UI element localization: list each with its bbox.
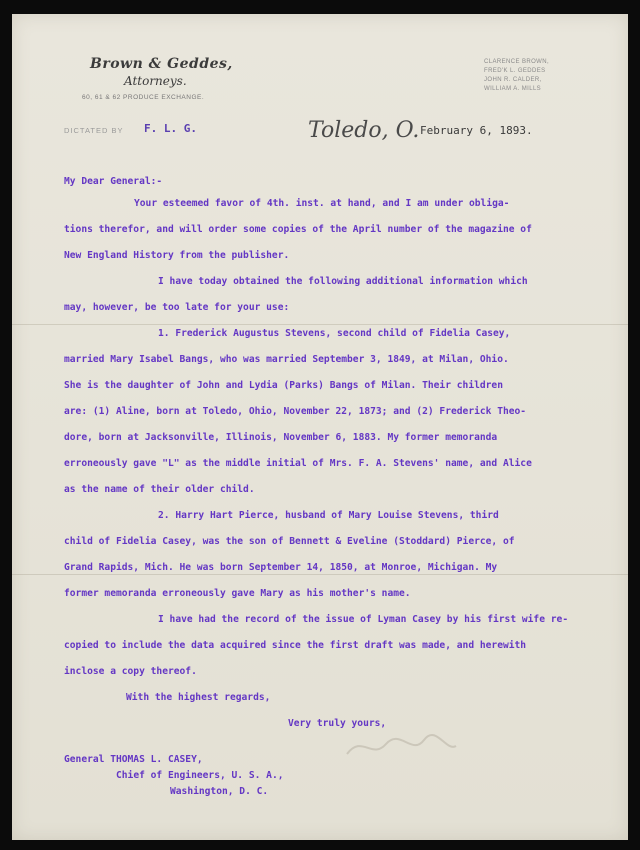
body-line: former memoranda erroneously gave Mary as his mother's name. [64,588,411,599]
dictated-value: F. L. G. [144,122,197,135]
recipient-line: General THOMAS L. CASEY, [64,754,203,765]
partner-name: CLARENCE BROWN, [484,59,550,65]
body-line: tions therefor, and will order some copies of the April number of the magazine of [64,224,532,235]
body-line: 1. Frederick Augustus Stevens, second child of Fidelia Casey, [158,328,511,339]
body-line: child of Fidelia Casey, was the son of Bennett & Eveline (Stoddard) Pierce, of [64,536,515,547]
firm-name: Brown & Geddes, [90,56,233,72]
body-line: With the highest regards, [126,692,271,703]
body-line: married Mary Isabel Bangs, who was married September 3, 1849, at Milan, Ohio. [64,354,509,365]
body-line: I have today obtained the following additional information which [158,276,528,287]
body-line: She is the daughter of John and Lydia (Parks) Bangs of Milan. Their children [64,380,503,391]
body-line: 2. Harry Hart Pierce, husband of Mary Louise Stevens, third [158,510,499,521]
body-line: Grand Rapids, Mich. He was born September 14, 1850, at Monroe, Michigan. My [64,562,498,573]
firm-address: 60, 61 & 62 PRODUCE EXCHANGE. [82,94,205,101]
body-line: dore, born at Jacksonville, Illinois, November 6, 1883. My former memoranda [64,432,498,443]
city-name: Toledo, O. [308,118,420,143]
body-line: are: (1) Aline, born at Toledo, Ohio, November 22, 1873; and (2) Frederick Theo- [64,406,527,417]
fold-line [12,574,628,575]
dictated-label: DICTATED BY [64,126,124,135]
recipient-line: Chief of Engineers, U. S. A., [116,770,284,781]
letter-paper [12,14,628,840]
body-line: New England History from the publisher. [64,250,290,261]
body-line: may, however, be too late for your use: [64,302,290,313]
body-line: as the name of their older child. [64,484,255,495]
body-line: erroneously gave "L" as the middle initial of Mrs. F. A. Stevens' name, and Alice [64,458,532,469]
partner-name: JOHN R. CALDER, [484,77,542,83]
partner-name: FRED'K L. GEDDES [484,68,546,74]
body-line: I have had the record of the issue of Lyman Casey by his first wife re- [158,614,569,625]
partners-list [484,58,549,94]
letter-date: February 6, 1893. [420,124,533,137]
closing: Very truly yours, [288,718,387,729]
faint-signature [342,726,462,766]
salutation: My Dear General:- [64,176,163,187]
fold-line [12,324,628,325]
body-line: copied to include the data acquired since the first draft was made, and herewith [64,640,527,651]
body-line: Your esteemed favor of 4th. inst. at hand, and I am under obliga- [134,198,510,209]
recipient-line: Washington, D. C. [170,786,269,797]
partner-name: WILLIAM A. MILLS [484,86,542,92]
body-line: inclose a copy thereof. [64,666,197,677]
firm-subtitle: Attorneys. [124,74,187,88]
